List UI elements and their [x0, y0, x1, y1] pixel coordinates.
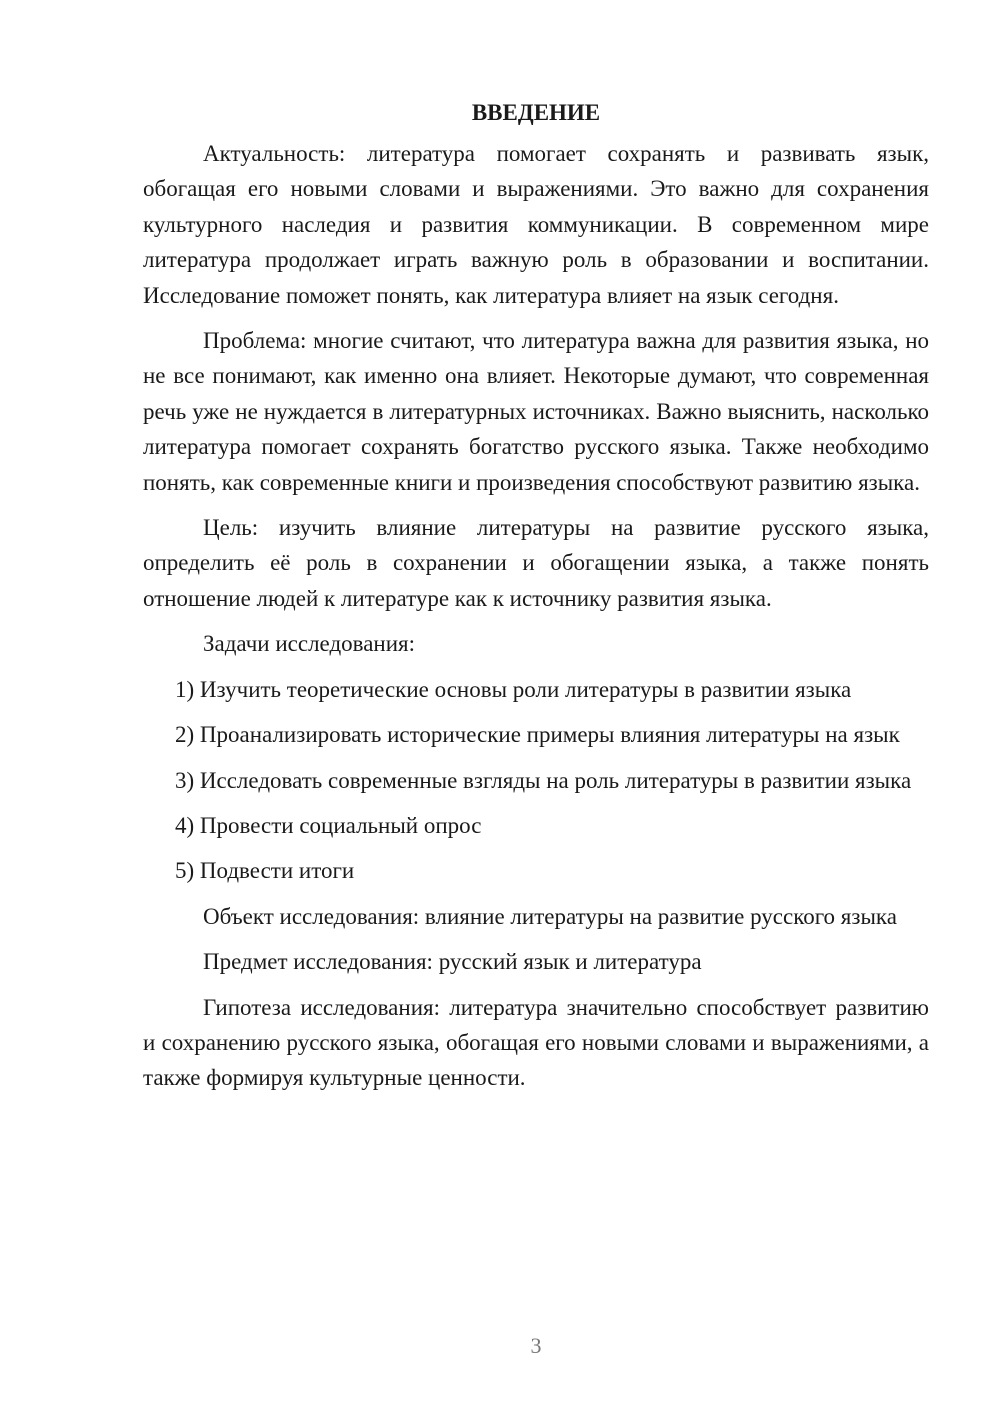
task-item: 5) Подвести итоги [175, 858, 355, 884]
relevance-paragraph: Актуальность: литература помогает сохранять и развивать язык, обогащая его новыми словами и выражениями. Это важно для сохранения культурного наследия и развития коммуникации. В современном мире литература продолжает играть важную роль в образовании и воспитании. Исследование поможет понять, как литература влияет на язык сегодня. [143, 141, 929, 308]
object-paragraph: Объект исследования: влияние литературы на развитие русского языка [203, 903, 897, 929]
problem-paragraph: Проблема: многие считают, что литература важна для развития языка, но не все понимают, как именно она влияет. Некоторые думают, что современная речь уже не нуждается в литературных источниках. Важно выяснить, насколько литература помогает сохранять богатство русского языка. Также необходимо понять, как современные книги и произведения способствуют развитию языка. [143, 328, 929, 495]
hypothesis-paragraph: Гипотеза исследования: литература значительно способствует развитию и сохранению русского языка, обогащая его новыми словами и выражениями, а также формируя культурные ценности. [143, 994, 929, 1091]
document-page [143, 95, 929, 1106]
tasks-heading: Задачи исследования: [203, 631, 416, 657]
page-number: 3 [530, 1333, 542, 1358]
task-item: 3) Исследовать современные взгляды на роль литературы в развитии языка [175, 767, 912, 793]
subject-paragraph: Предмет исследования: русский язык и литература [203, 949, 702, 975]
goal-paragraph: Цель: изучить влияние литературы на развитие русского языка, определить её роль в сохранении и обогащении языка, а также понять отношение людей к литературе как к источнику развития языка. [143, 515, 929, 611]
task-item: 4) Провести социальный опрос [175, 812, 482, 838]
task-item: 1) Изучить теоретические основы роли литературы в развитии языка [175, 676, 852, 702]
section-title: ВВЕДЕНИЕ [471, 100, 601, 125]
task-item: 2) Проанализировать исторические примеры влияния литературы на язык [175, 722, 900, 748]
